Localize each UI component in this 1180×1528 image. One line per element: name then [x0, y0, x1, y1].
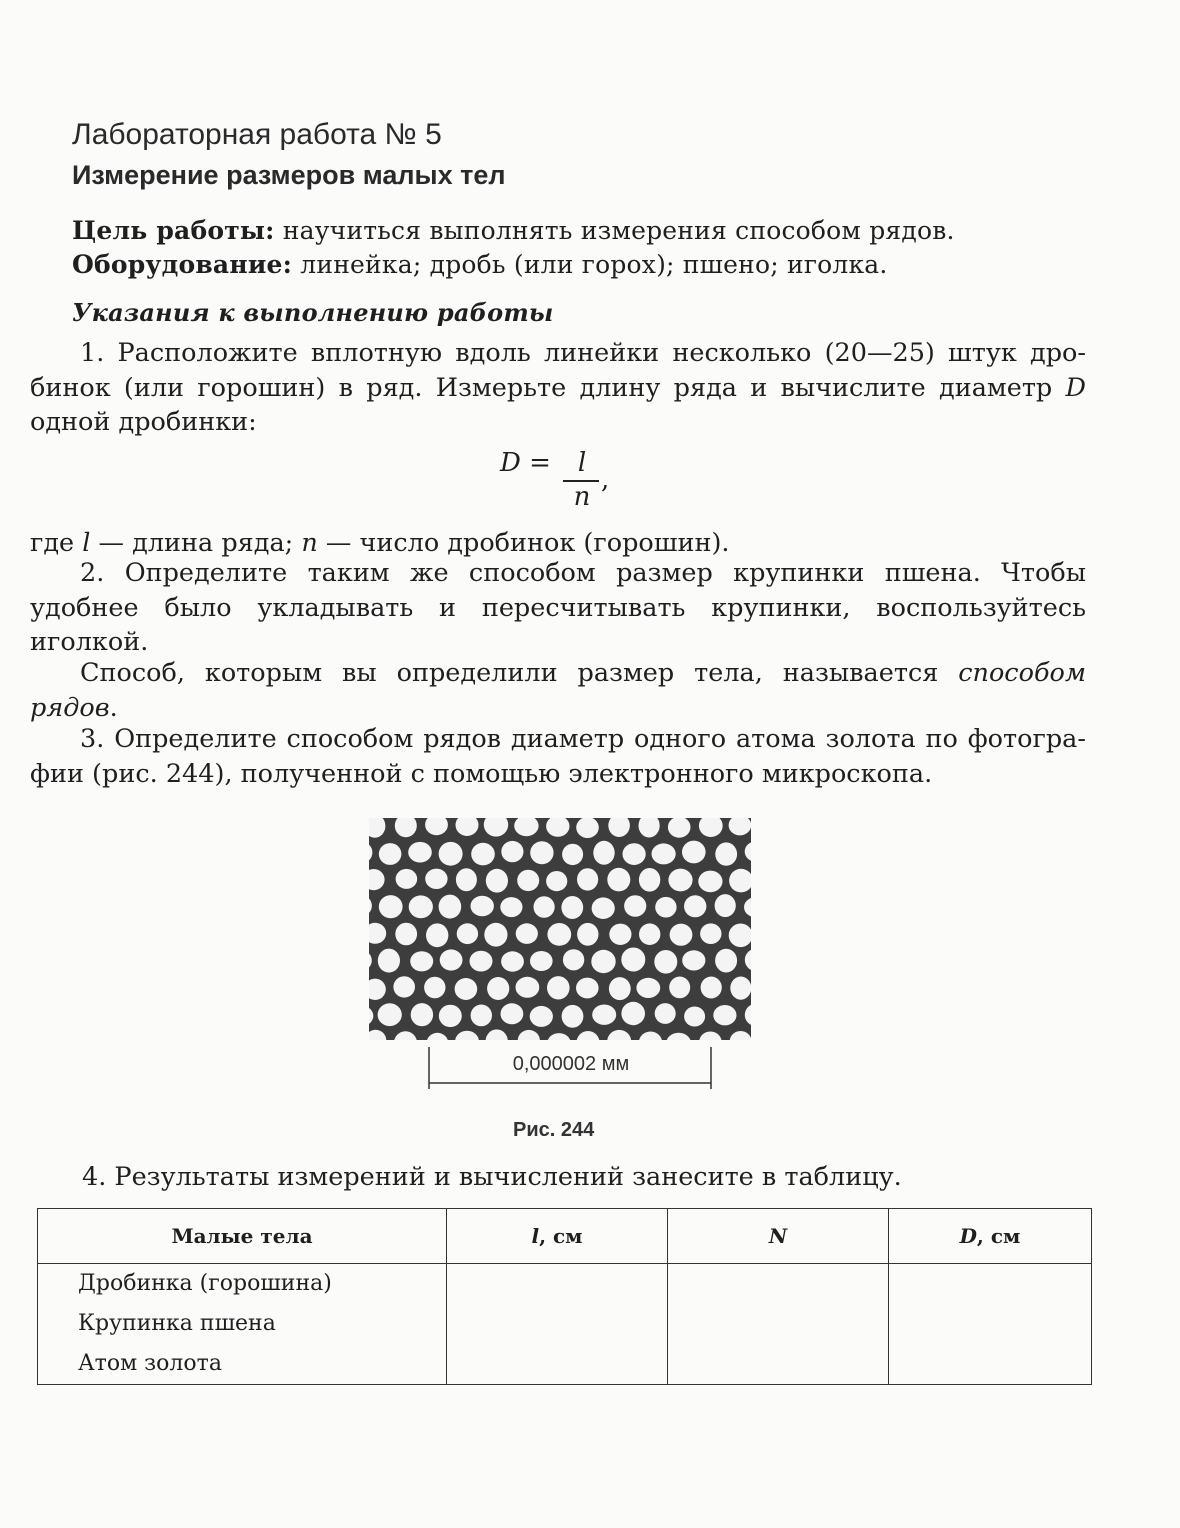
n-cell[interactable] — [668, 1264, 889, 1385]
atom-blob — [530, 951, 553, 971]
atom-blob — [730, 977, 751, 1000]
equipment-label: Оборудование: — [72, 250, 293, 279]
atom-blob — [713, 1005, 736, 1025]
atom-blob — [369, 869, 385, 890]
atom-blob — [684, 1007, 705, 1027]
atom-blob — [514, 818, 538, 836]
atom-blob — [471, 1005, 492, 1027]
where-middle: — длина ряда; — [90, 528, 302, 558]
step2-line3: иголкой. — [30, 627, 149, 657]
atom-blob — [484, 923, 507, 947]
atom-blob — [577, 868, 598, 890]
goal-text: научиться выполнять измерения способом рядов. — [282, 216, 955, 245]
header-l-unit: , см — [539, 1224, 583, 1248]
header-bodies: Малые тела — [38, 1209, 447, 1264]
figure-caption: Рис. 244 — [513, 1119, 595, 1141]
step2 — [30, 556, 1086, 660]
atom-blob — [408, 842, 432, 863]
atom-blob — [487, 977, 509, 1000]
atom-blob — [517, 870, 539, 891]
formula-numerator: l — [577, 448, 587, 478]
atom-blob — [471, 896, 494, 917]
formula-denominator: n — [573, 482, 591, 512]
atom-blob — [576, 978, 599, 999]
step1 — [30, 336, 1086, 440]
step1-line2 — [30, 371, 1086, 406]
atom-blob — [425, 869, 447, 889]
atom-blob — [425, 818, 448, 835]
header-n-var: N — [768, 1224, 788, 1248]
atom-blob — [699, 818, 723, 837]
instructions-title: Указания к выполнению работы — [72, 298, 554, 327]
atom-blob — [546, 871, 567, 891]
atom-blob — [369, 923, 386, 944]
atom-blob — [561, 896, 583, 919]
atom-blob — [715, 842, 737, 865]
atom-blob — [744, 897, 751, 917]
atom-blob — [369, 979, 386, 1000]
atom-blob — [530, 841, 553, 864]
atom-blob — [591, 950, 615, 973]
method-line1 — [30, 656, 1086, 691]
atom-blob — [636, 978, 660, 998]
atom-blob — [682, 841, 706, 864]
atom-blob — [715, 894, 736, 917]
atom-blob — [379, 843, 402, 865]
atom-blob — [455, 1031, 479, 1040]
where-prefix: где — [30, 528, 83, 558]
step1-line2-text: бинок (или горошин) в ряд. Измерьте длину ряда и вычислите диаметр — [30, 372, 1066, 403]
atom-blob — [668, 818, 691, 838]
atom-blob — [501, 951, 524, 971]
atom-blob — [745, 842, 751, 862]
gold-atoms-micrograph — [369, 818, 751, 1040]
atom-blob — [639, 1032, 662, 1041]
atom-blob — [378, 1003, 402, 1026]
atom-blob — [624, 895, 646, 917]
goal-line — [72, 216, 955, 245]
header-d-var: D — [959, 1224, 977, 1248]
atom-blob — [426, 923, 448, 947]
header-l-var: l — [531, 1224, 540, 1248]
atom-blob — [729, 924, 751, 948]
atom-blob — [395, 923, 417, 946]
step3 — [30, 722, 1086, 791]
atom-blob — [518, 1030, 540, 1040]
method-term-1: способом — [958, 658, 1086, 688]
atom-blob — [455, 978, 478, 1000]
atom-blob — [592, 897, 615, 919]
formula-comma: , — [601, 465, 610, 495]
table-body-row — [38, 1264, 1092, 1385]
method-text: Способ, которым вы определили размер тела, называется — [80, 658, 959, 688]
atom-blob — [577, 1031, 600, 1040]
atom-blob — [577, 923, 598, 946]
atom-blob — [393, 976, 415, 997]
header-d — [889, 1209, 1092, 1264]
l-cell[interactable] — [447, 1264, 668, 1385]
atom-blob — [729, 818, 751, 835]
table-row: Атом золота — [78, 1351, 222, 1376]
step2-line1: 2. Определите таким же способом размер крупинки пшена. Чтобы — [80, 558, 1086, 588]
step3-line2: фии (рис. 244), полученной с помощью электронного микроскопа. — [30, 758, 933, 789]
atom-blob — [516, 923, 538, 944]
atom-blob — [456, 818, 479, 836]
atom-blob — [456, 868, 477, 891]
method-term-2: рядов — [30, 692, 110, 723]
atom-blob — [369, 1030, 386, 1040]
atom-blob — [621, 948, 645, 972]
atom-blob — [609, 977, 631, 1000]
lab-title: Лабораторная работа № 5 — [72, 118, 442, 151]
atom-blob — [562, 844, 583, 865]
atom-blob — [369, 950, 372, 971]
atom-blob — [608, 818, 630, 837]
atom-blob — [440, 949, 463, 970]
atom-blob — [639, 923, 660, 945]
atom-blob — [439, 842, 463, 866]
header-d-unit: , см — [976, 1224, 1021, 1248]
atom-blob — [546, 818, 569, 837]
atom-blob — [666, 1033, 691, 1040]
atom-blob — [745, 949, 751, 972]
step2-line2: удобнее было укладывать и пересчитывать крупинки, воспользуйтесь — [30, 592, 1086, 623]
atom-blob — [668, 869, 692, 892]
equipment-text: линейка; дробь (или горох); пшено; иголка. — [300, 250, 888, 279]
table-row: Дробинка (горошина) — [78, 1271, 332, 1296]
atom-blob — [563, 949, 584, 970]
step3-line1: 3. Определите способом рядов диаметр одного атома золота по фотогра- — [80, 724, 1086, 754]
scale-label: 0,000002 мм — [512, 1053, 630, 1075]
step1-line1: 1. Расположите вплотную вдоль линейки несколько (20—25) штук дро- — [80, 338, 1086, 368]
atom-blob — [410, 951, 433, 971]
atom-blob — [699, 1032, 721, 1041]
atom-blob — [501, 1003, 524, 1024]
method-dot: . — [109, 692, 118, 723]
var-l: l — [82, 528, 91, 558]
where-suffix: — число дробинок (горошин). — [317, 528, 730, 558]
atom-blob — [654, 950, 677, 974]
atom-blob — [395, 818, 417, 837]
results-table — [37, 1208, 1092, 1385]
atom-blob — [655, 1003, 676, 1024]
atom-blob — [609, 924, 631, 945]
atom-blob — [439, 895, 462, 919]
atom-blob — [486, 869, 508, 893]
atom-blob — [369, 1005, 373, 1026]
atom-blob — [427, 1033, 449, 1040]
atom-blob — [486, 1029, 508, 1040]
atom-blob — [411, 1003, 433, 1026]
var-d: D — [1065, 372, 1086, 403]
atom-blob — [729, 869, 751, 893]
atom-blob — [639, 818, 660, 838]
atom-blob — [669, 977, 690, 999]
bodies-cell — [38, 1264, 447, 1385]
atom-blob — [534, 896, 555, 918]
atom-blob — [652, 843, 676, 864]
atom-blob — [378, 949, 400, 973]
atom-blob — [670, 924, 693, 946]
atom-blob — [379, 895, 403, 918]
table-row: Крупинка пшена — [78, 1311, 276, 1336]
atom-blob — [516, 977, 540, 998]
var-n: n — [301, 528, 318, 558]
atom-blob — [396, 869, 418, 889]
atom-blob — [684, 895, 706, 917]
atom-blob — [369, 818, 385, 838]
atom-blob — [698, 871, 722, 893]
header-l — [447, 1209, 668, 1264]
atom-blob — [547, 1033, 571, 1040]
atom-blob — [470, 951, 493, 972]
atom-blob — [745, 1004, 751, 1026]
formula-lhs: D = — [500, 448, 551, 478]
atom-blob — [607, 1030, 631, 1040]
atom-blob — [592, 1005, 616, 1025]
atom-blob — [484, 818, 508, 837]
atom-blob — [424, 977, 445, 999]
step1-line3: одной дробинки: — [30, 407, 257, 437]
atom-blob — [730, 1031, 751, 1040]
atom-blob — [547, 923, 571, 946]
atom-blob — [394, 1031, 417, 1040]
atom-blob — [457, 923, 478, 944]
atom-blob — [715, 949, 737, 973]
atom-blob — [623, 843, 646, 865]
atom-blob — [530, 1006, 553, 1027]
equipment-line — [72, 250, 888, 279]
header-n — [668, 1209, 889, 1264]
atom-blob — [562, 1005, 584, 1028]
lab-subtitle: Измерение размеров малых тел — [72, 160, 506, 190]
atom-blob — [593, 841, 614, 865]
atom-blob — [639, 868, 660, 892]
table-header-row — [38, 1209, 1092, 1264]
d-cell[interactable] — [889, 1264, 1092, 1385]
method-paragraph — [30, 656, 1086, 725]
atom-blob — [700, 923, 721, 944]
atom-blob — [369, 842, 372, 864]
atom-blob — [621, 1002, 645, 1025]
atom-blob — [439, 1005, 462, 1027]
atom-blob — [547, 976, 570, 999]
atom-blob — [369, 895, 372, 917]
atom-blob — [471, 843, 495, 866]
atom-blob — [682, 950, 705, 970]
method-line2 — [30, 691, 1086, 726]
atom-blob — [701, 977, 722, 999]
atom-blob — [501, 841, 523, 862]
atom-blob — [655, 897, 676, 918]
goal-label: Цель работы: — [72, 216, 275, 245]
step4: 4. Результаты измерений и вычислений занесите в таблицу. — [82, 1162, 902, 1192]
atom-blob — [500, 897, 522, 917]
atom-blob — [409, 895, 433, 918]
atom-blob — [607, 868, 630, 892]
atom-blob — [576, 818, 599, 838]
